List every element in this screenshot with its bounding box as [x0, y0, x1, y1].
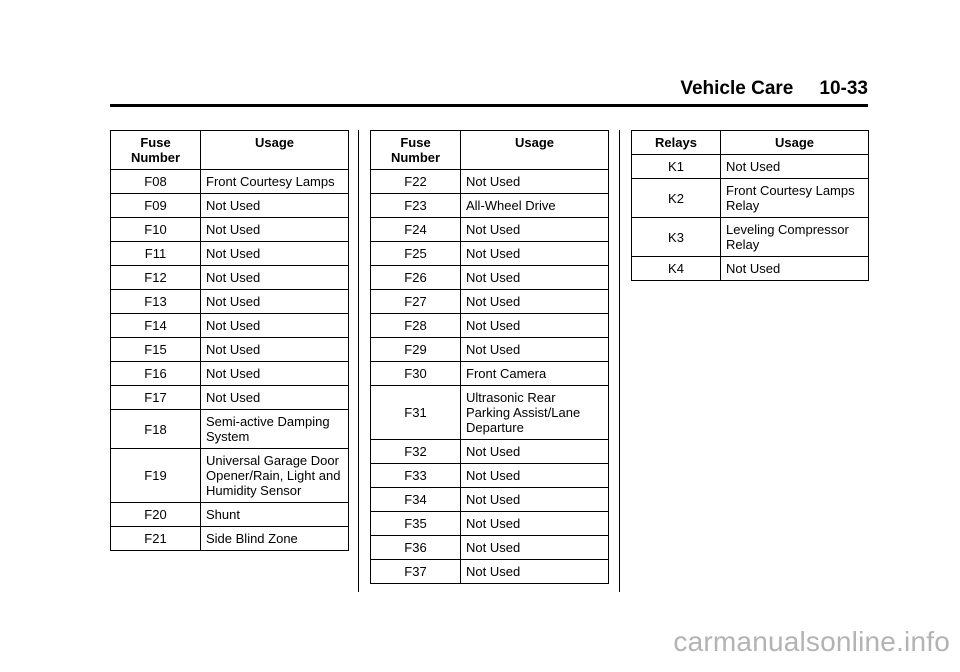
- fuse-number-cell: F12: [111, 266, 201, 290]
- fuse-number-cell: K3: [632, 218, 721, 257]
- fuse-number-cell: F32: [371, 440, 461, 464]
- table-row: [371, 362, 609, 386]
- usage-cell: Semi-active Damping System: [201, 410, 349, 449]
- fuse-number-cell: F31: [371, 386, 461, 440]
- table-row: [111, 386, 349, 410]
- usage-cell: Not Used: [461, 338, 609, 362]
- table-row: [371, 512, 609, 536]
- column-header-usage: Usage: [201, 131, 349, 170]
- fuse-number-cell: F14: [111, 314, 201, 338]
- fuse-number-cell: F13: [111, 290, 201, 314]
- table-row: [632, 218, 869, 257]
- table-row: [111, 338, 349, 362]
- usage-cell: Not Used: [461, 314, 609, 338]
- usage-cell: Not Used: [461, 440, 609, 464]
- table-row: [111, 410, 349, 449]
- table-row: [371, 218, 609, 242]
- fuse-number-cell: F35: [371, 512, 461, 536]
- table-row: [371, 170, 609, 194]
- table-header-row: [632, 131, 869, 155]
- table-row: [632, 179, 869, 218]
- table-row: [111, 194, 349, 218]
- fuse-number-cell: F23: [371, 194, 461, 218]
- fuse-number-cell: F25: [371, 242, 461, 266]
- page-number: 10-33: [819, 78, 868, 99]
- usage-cell: Not Used: [461, 536, 609, 560]
- usage-cell: Not Used: [201, 194, 349, 218]
- usage-cell: Not Used: [201, 242, 349, 266]
- usage-cell: Not Used: [461, 170, 609, 194]
- usage-cell: Not Used: [461, 242, 609, 266]
- fuse-number-cell: F24: [371, 218, 461, 242]
- usage-cell: Front Courtesy Lamps Relay: [721, 179, 869, 218]
- table-row: [111, 362, 349, 386]
- table-row: [632, 155, 869, 179]
- column-header-fuse-number: Fuse Number: [371, 131, 461, 170]
- table-row: [371, 338, 609, 362]
- table-row: [371, 194, 609, 218]
- usage-cell: Not Used: [201, 266, 349, 290]
- usage-cell: Ultrasonic Rear Parking Assist/Lane Departure: [461, 386, 609, 440]
- fuse-number-cell: F19: [111, 449, 201, 503]
- fuse-number-cell: F20: [111, 503, 201, 527]
- table-header-row: [371, 131, 609, 170]
- fuse-number-cell: F37: [371, 560, 461, 584]
- fuse-number-cell: F18: [111, 410, 201, 449]
- fuse-number-cell: K2: [632, 179, 721, 218]
- fuse-number-cell: F26: [371, 266, 461, 290]
- usage-cell: Not Used: [201, 386, 349, 410]
- table-row: [111, 314, 349, 338]
- usage-cell: Not Used: [461, 512, 609, 536]
- table-row: [371, 266, 609, 290]
- table-row: [111, 170, 349, 194]
- table-row: [111, 266, 349, 290]
- fuse-number-cell: F17: [111, 386, 201, 410]
- table-row: [371, 536, 609, 560]
- usage-cell: Not Used: [461, 488, 609, 512]
- usage-cell: Not Used: [461, 464, 609, 488]
- fuse-number-cell: F33: [371, 464, 461, 488]
- usage-cell: Not Used: [721, 257, 869, 281]
- table-header-row: [111, 131, 349, 170]
- table-row: [111, 290, 349, 314]
- fuse-number-cell: F36: [371, 536, 461, 560]
- fuse-number-cell: F11: [111, 242, 201, 266]
- fuse-number-cell: F10: [111, 218, 201, 242]
- usage-cell: Side Blind Zone: [201, 527, 349, 551]
- usage-cell: Not Used: [461, 218, 609, 242]
- usage-cell: All-Wheel Drive: [461, 194, 609, 218]
- table-row: [371, 560, 609, 584]
- usage-cell: Not Used: [201, 290, 349, 314]
- section-title: Vehicle Care: [680, 78, 794, 99]
- table-row: [371, 290, 609, 314]
- usage-cell: Not Used: [201, 362, 349, 386]
- table-row: [111, 449, 349, 503]
- table-row: [371, 488, 609, 512]
- fuse-number-cell: F30: [371, 362, 461, 386]
- column-header-usage: Usage: [721, 131, 869, 155]
- usage-cell: Not Used: [201, 314, 349, 338]
- column-header-fuse-number: Fuse Number: [111, 131, 201, 170]
- fuse-number-cell: F09: [111, 194, 201, 218]
- usage-cell: Leveling Compressor Relay: [721, 218, 869, 257]
- page-header: [680, 78, 868, 100]
- usage-cell: Not Used: [461, 560, 609, 584]
- fuse-number-cell: K4: [632, 257, 721, 281]
- fuse-number-cell: F27: [371, 290, 461, 314]
- table-row: [371, 464, 609, 488]
- table-row: [111, 527, 349, 551]
- table-row: [111, 503, 349, 527]
- usage-cell: Not Used: [721, 155, 869, 179]
- fuse-number-cell: K1: [632, 155, 721, 179]
- fuse-number-cell: F28: [371, 314, 461, 338]
- usage-cell: Shunt: [201, 503, 349, 527]
- table-row: [632, 257, 869, 281]
- column-divider: [358, 130, 359, 592]
- fuse-number-cell: F08: [111, 170, 201, 194]
- fuse-number-cell: F16: [111, 362, 201, 386]
- usage-cell: Front Camera: [461, 362, 609, 386]
- table-row: [371, 242, 609, 266]
- usage-cell: Not Used: [461, 266, 609, 290]
- header-rule: [110, 104, 868, 107]
- fuse-number-cell: F15: [111, 338, 201, 362]
- fuse-number-cell: F29: [371, 338, 461, 362]
- usage-cell: Front Courtesy Lamps: [201, 170, 349, 194]
- fuse-table-2: [370, 130, 609, 584]
- relay-table: [631, 130, 869, 281]
- column-header-relays: Relays: [632, 131, 721, 155]
- table-row: [371, 440, 609, 464]
- watermark-text: carmanualsonline.info: [673, 626, 950, 657]
- usage-cell: Not Used: [201, 338, 349, 362]
- table-row: [111, 242, 349, 266]
- fuse-table-1: [110, 130, 349, 551]
- usage-cell: Not Used: [461, 290, 609, 314]
- usage-cell: Universal Garage Door Opener/Rain, Light and Humidity Sensor: [201, 449, 349, 503]
- fuse-number-cell: F21: [111, 527, 201, 551]
- column-divider: [619, 130, 620, 592]
- column-header-usage: Usage: [461, 131, 609, 170]
- table-row: [111, 218, 349, 242]
- table-row: [371, 386, 609, 440]
- usage-cell: Not Used: [201, 218, 349, 242]
- fuse-number-cell: F34: [371, 488, 461, 512]
- fuse-number-cell: F22: [371, 170, 461, 194]
- table-row: [371, 314, 609, 338]
